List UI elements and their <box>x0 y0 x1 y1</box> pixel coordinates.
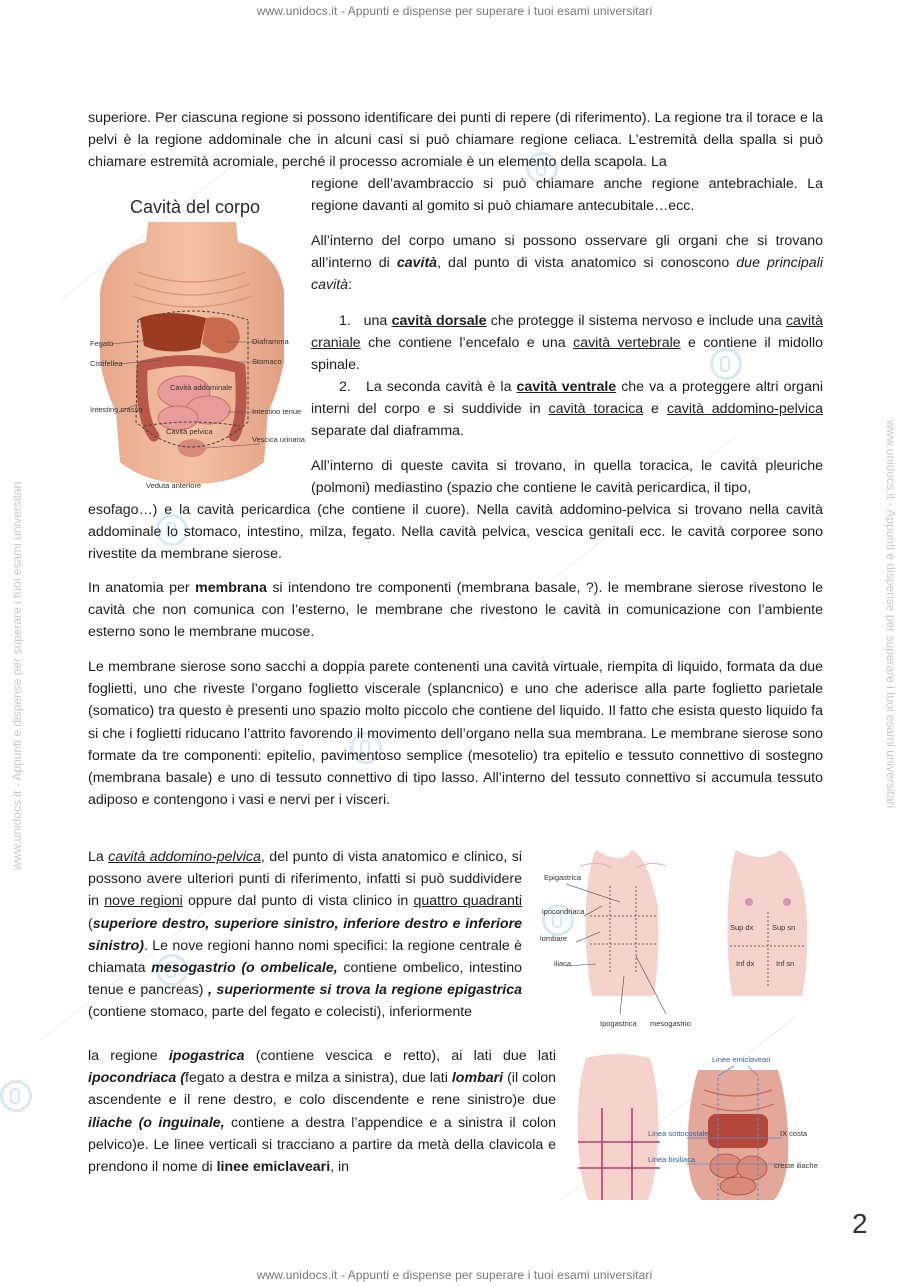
text-span: All’interno del corpo umano si possono osservare gli organi che si trovano all’interno di <box>311 233 823 272</box>
text-span: contiene ombelico, intestino tenue e pancreas) <box>88 960 522 999</box>
text-span: (contiene vescica e retto), ai lati due lati <box>244 1048 556 1064</box>
text-span: nove regioni <box>104 893 183 910</box>
text-span: superiore destro, superiore sinistro, inferiore destro e inferiore sinistro) <box>88 915 522 954</box>
text-span: , superiormente si trova la regione <box>203 982 448 999</box>
text-span: che protegge il sistema nervoso e include una <box>486 313 786 329</box>
paragraph-2 <box>311 230 823 297</box>
label-inf-sn: Inf sn <box>776 959 795 968</box>
side-watermark-right: www.unidocs.it - Appunti e dispense per superare i tuoi esami universitari <box>884 420 898 809</box>
label-epigastrica: Epigastrica <box>544 873 582 882</box>
text-span: fegato a destra e milza a sinistra), due lati <box>185 1070 452 1087</box>
text-span: (contiene stomaco, parte del fegato e colecisti), inferiormente <box>88 1004 473 1021</box>
text-span: lombari <box>451 1070 504 1087</box>
text-span: che va a proteggere altri organi interni del corpo e si suddivide in <box>311 379 824 418</box>
label-lombare: lombare <box>540 934 568 943</box>
text-span: , in <box>330 1159 350 1176</box>
label-linea-sottocostale: Linea sottocostale <box>648 1129 709 1138</box>
label-intestino-crasso: Intestino crasso <box>90 405 143 414</box>
paragraph-3a: All’interno di queste cavita si trovano, in quella toracica, le cavità pleuriche (polmoni) mediastino (spazio che contiene le cavità pericardica, il tipo, <box>311 458 823 497</box>
text-span: e <box>643 401 667 418</box>
text-span: cavità addomino-pelvica <box>108 849 261 865</box>
text-span: che contiene l’encefalo e una <box>360 335 574 352</box>
text-span: : <box>348 277 353 294</box>
text-span: cavità craniale <box>311 313 823 352</box>
label-diaframma: Diaframma <box>252 337 289 346</box>
paragraph-7 <box>88 1045 556 1178</box>
paragraph-6 <box>88 846 522 1024</box>
text-span: cavità vertebrale <box>573 335 681 352</box>
paragraph-4 <box>88 577 823 644</box>
text-span: due principali cavità <box>311 255 823 294</box>
label-sup-dx: Sup dx <box>730 923 754 932</box>
label-cavita-pelvica: Cavità pelvica <box>166 427 213 436</box>
paragraph-3b: esofago…) e la cavità pericardica (che contiene il cuore). Nella cavità addomino-pelvica si trovano nella cavità addominale lo stomaco, intestino, milza, fegato. Nella cavità pelvica, vescica genitali ecc. le cavità corporee sono rivestite da membrane sierose. <box>88 502 823 563</box>
paragraph-1b: regione dell’avambraccio si può chiamare anche regione antebrachiale. La regione davanti al gomito si può chiamare antecubitale…ecc. <box>311 176 823 215</box>
text-span: mesogastrio (o ombelicale, <box>151 960 338 977</box>
text-span: cavità ventrale <box>516 379 617 395</box>
text-span: cavità <box>396 255 438 272</box>
list-item-1 <box>311 310 823 377</box>
text-span: La <box>88 849 109 865</box>
text-span: (il colon ascendente e il rene destro, e colo discendente e rene sinistro)e due <box>88 1070 556 1109</box>
label-inf-dx: Inf dx <box>736 959 755 968</box>
label-vescica-urinaria: Vescica urinaria <box>252 435 305 444</box>
text-span: ( <box>88 915 93 932</box>
abdominal-regions-figure <box>540 846 825 1032</box>
text-span: La seconda cavità è la <box>365 379 517 395</box>
figure-title: Cavità del corpo <box>130 197 261 217</box>
header-watermark: www.unidocs.it - Appunti e dispense per superare i tuoi esami universitari <box>256 4 653 18</box>
text-span: , del punto di vista anatomico e clinico, si possono avere ulteriori punti di riferimento, infatti si può suddividere in <box>88 849 522 910</box>
text-span: iliache (o inguinale, <box>88 1114 225 1131</box>
list-item-2 <box>311 376 823 443</box>
text-span: e contiene il midollo spinale. <box>311 335 824 374</box>
paragraph-1a: superiore. Per ciascuna regione si possono identificare dei punti di repere (di riferimento). La regione tra il torace e la pelvi è la regione addominale che in alcuni casi si può chiamare regione celiaca. L’estremità della spalla si può chiamare estremità acromiale, perché il processo acromiale è un elemento della scapola. La <box>88 110 823 171</box>
label-creste-iliache: creste iliache <box>774 1161 818 1170</box>
text-span: cavità toracica <box>548 401 644 418</box>
label-ipocondriaca: ipocondriaca <box>542 907 585 916</box>
label-cistifellea: Cistifellea <box>90 359 123 368</box>
text-span: contiene a destra l’appendice e a sinistra il colon pelvico)e. Le linee verticali si tracciano a partire da metà della clavicola e prendono il nome di <box>88 1114 556 1176</box>
body-cavities-figure <box>88 222 305 490</box>
list-number: 2. <box>339 379 351 395</box>
label-linee-emiclaveari: Linee emiclaveari <box>712 1055 771 1064</box>
text-span: oppure dal punto di vista clinico in <box>182 893 414 910</box>
label-fegato: Fegato <box>90 339 114 348</box>
label-ipogastrica: Ipogastrica <box>600 1019 637 1028</box>
label-stomaco: Stomaco <box>252 357 282 366</box>
label-intestino-tenue: Intestino tenue <box>252 407 302 416</box>
label-sup-sn: Sup sn <box>772 923 796 932</box>
text-span: la regione <box>88 1048 169 1064</box>
text-span: epigastrica <box>447 982 522 999</box>
side-watermark-left: www.unidocs.it - Appunti e dispense per superare i tuoi esami universitari <box>10 481 24 870</box>
label-ix-costa: IX costa <box>780 1129 808 1138</box>
text-span: ipogastrica <box>168 1048 245 1064</box>
text-span: quattro quadranti <box>413 893 523 910</box>
label-cavita-addominale: Cavità addominale <box>170 383 233 392</box>
text-span: membrana <box>195 580 267 596</box>
text-span: In anatomia per <box>88 580 196 596</box>
label-veduta-anteriore: Veduta anteriore <box>146 481 202 490</box>
label-mesogastrio: mesogastrio <box>650 1019 691 1028</box>
text-span: una <box>363 313 392 329</box>
text-span: . Le nove regioni hanno nomi specifici: la regione centrale è chiamata <box>88 937 522 977</box>
text-span: separate dal diaframma. <box>311 423 464 440</box>
text-span: si intendono tre componenti (membrana basale, ?). le membrane sierose rivestono le cavità che non comunica con l’esterno, le membrane che rivestono le cavità in comunicazione con l’ambiente esterno sono le membrane mucose. <box>88 580 823 641</box>
label-iliaca: iliaca <box>554 959 572 968</box>
label-linea-bisiliaca: Linea bisiliaca <box>648 1155 696 1164</box>
text-span: cavità dorsale <box>391 313 487 329</box>
emiclavear-lines-figure <box>568 1050 818 1202</box>
text-span: ipocondriaca ( <box>88 1070 185 1087</box>
footer-watermark: www.unidocs.it - Appunti e dispense per superare i tuoi esami universitari <box>256 1268 653 1282</box>
text-span: linee emiclaveari <box>216 1159 331 1176</box>
list-number: 1. <box>339 313 351 329</box>
text-span: , dal punto di vista anatomico si conoscono <box>437 255 737 272</box>
text-span: cavità addomino-pelvica <box>666 401 823 418</box>
paragraph-5: Le membrane sierose sono sacchi a doppia parete contenenti una cavità virtuale, riempita di liquido, formata da due foglietti, uno che riveste l’organo foglietto viscerale (splancnico) e uno che aderisce alla parte foglietto parietale (somatico) tra questo è presenti uno spazio molto piccolo che contiene del liquido. Il fatto che esista questo liquido fa si che i foglietti riducano l’attrito favorendo il movimento dell’organo nella sua membrana. Le membrane sierose sono formate da tre componenti: epitelio, pavimentoso semplice (mesotelio) tra epitelio e tessuto connettivo di sostegno (membrana basale) e uno di tessuto connettivo di tipo lasso. All’interno del tessuto connettivo si accumula tessuto adiposo e contengono i vasi e nervi per i visceri. <box>88 659 823 809</box>
page-number: 2 <box>852 1208 868 1239</box>
watermark-logo-icon <box>0 1080 32 1112</box>
